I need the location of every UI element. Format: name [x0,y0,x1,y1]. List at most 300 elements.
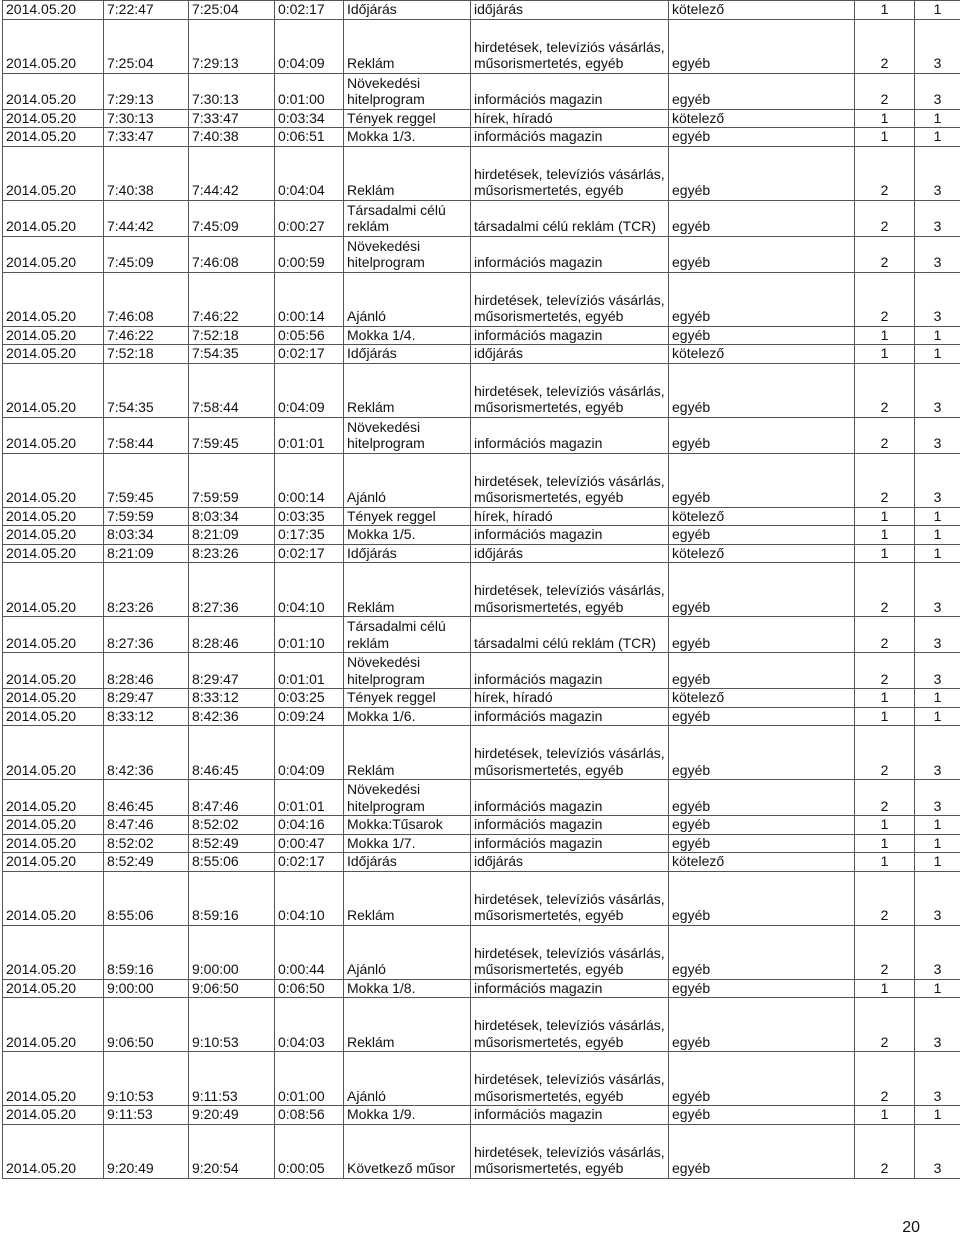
code-b-cell: 3 [915,146,960,200]
table-row [3,998,960,1052]
date-cell: 2014.05.20 [3,453,104,507]
category-cell: egyéb [669,272,855,326]
duration-cell: 0:04:09 [275,363,344,417]
table-row [3,128,960,147]
start-time-cell: 7:22:47 [104,1,189,20]
table-row [3,363,960,417]
code-b-cell: 1 [915,707,960,726]
duration-cell: 0:04:10 [275,563,344,617]
duration-cell: 0:03:34 [275,109,344,128]
end-time-cell: 8:42:36 [189,707,275,726]
table-row [3,73,960,109]
category-cell: egyéb [669,617,855,653]
code-a-cell: 1 [855,979,915,998]
category-cell: egyéb [669,1052,855,1106]
table-row [3,653,960,689]
end-time-cell: 8:52:49 [189,834,275,853]
genre-cell: hirdetések, televíziós vásárlás, műsorismertetés, egyéb [471,272,669,326]
date-cell: 2014.05.20 [3,236,104,272]
start-time-cell: 8:46:45 [104,780,189,816]
program-title-cell: Időjárás [344,1,471,20]
program-title-cell: Ajánló [344,453,471,507]
code-b-cell: 1 [915,816,960,835]
genre-cell: időjárás [471,544,669,563]
program-title-cell: Következő műsor [344,1124,471,1178]
end-time-cell: 9:06:50 [189,979,275,998]
start-time-cell: 8:23:26 [104,563,189,617]
table-row [3,707,960,726]
duration-cell: 0:01:10 [275,617,344,653]
end-time-cell: 7:46:08 [189,236,275,272]
program-title-cell: Mokka 1/6. [344,707,471,726]
code-a-cell: 1 [855,109,915,128]
table-row [3,1106,960,1125]
code-b-cell: 3 [915,19,960,73]
genre-cell: társadalmi célú reklám (TCR) [471,200,669,236]
start-time-cell: 7:45:09 [104,236,189,272]
code-b-cell: 1 [915,326,960,345]
end-time-cell: 9:00:00 [189,925,275,979]
category-cell: egyéb [669,780,855,816]
program-title-cell: Mokka:Tűsarok [344,816,471,835]
duration-cell: 0:00:14 [275,272,344,326]
program-title-cell: Ajánló [344,1052,471,1106]
date-cell: 2014.05.20 [3,617,104,653]
genre-cell: információs magazin [471,236,669,272]
genre-cell: hirdetések, televíziós vásárlás, műsorismertetés, egyéb [471,1052,669,1106]
category-cell: egyéb [669,871,855,925]
end-time-cell: 8:59:16 [189,871,275,925]
genre-cell: hirdetések, televíziós vásárlás, műsorismertetés, egyéb [471,563,669,617]
code-b-cell: 1 [915,507,960,526]
code-a-cell: 2 [855,453,915,507]
start-time-cell: 7:59:59 [104,507,189,526]
duration-cell: 0:02:17 [275,544,344,563]
code-b-cell: 1 [915,128,960,147]
end-time-cell: 7:30:13 [189,73,275,109]
start-time-cell: 7:33:47 [104,128,189,147]
duration-cell: 0:09:24 [275,707,344,726]
duration-cell: 0:04:09 [275,19,344,73]
category-cell: egyéb [669,526,855,545]
date-cell: 2014.05.20 [3,73,104,109]
duration-cell: 0:17:35 [275,526,344,545]
duration-cell: 0:00:05 [275,1124,344,1178]
date-cell: 2014.05.20 [3,1,104,20]
date-cell: 2014.05.20 [3,834,104,853]
program-title-cell: Növekedési hitelprogram [344,780,471,816]
table-row [3,200,960,236]
category-cell: egyéb [669,128,855,147]
program-title-cell: Mokka 1/7. [344,834,471,853]
code-b-cell: 1 [915,689,960,708]
duration-cell: 0:01:00 [275,1052,344,1106]
duration-cell: 0:06:50 [275,979,344,998]
code-a-cell: 2 [855,726,915,780]
date-cell: 2014.05.20 [3,1052,104,1106]
end-time-cell: 7:59:45 [189,417,275,453]
code-b-cell: 3 [915,1124,960,1178]
program-title-cell: Tények reggel [344,507,471,526]
code-a-cell: 2 [855,998,915,1052]
end-time-cell: 7:59:59 [189,453,275,507]
genre-cell: információs magazin [471,979,669,998]
duration-cell: 0:04:16 [275,816,344,835]
date-cell: 2014.05.20 [3,853,104,872]
code-b-cell: 1 [915,109,960,128]
duration-cell: 0:03:25 [275,689,344,708]
start-time-cell: 8:03:34 [104,526,189,545]
end-time-cell: 7:46:22 [189,272,275,326]
table-row [3,853,960,872]
program-title-cell: Reklám [344,726,471,780]
table-row [3,834,960,853]
genre-cell: hirdetések, televíziós vásárlás, műsorismertetés, egyéb [471,19,669,73]
program-title-cell: Reklám [344,146,471,200]
code-a-cell: 2 [855,73,915,109]
category-cell: egyéb [669,979,855,998]
page-number: 20 [902,1219,920,1237]
table-row [3,1052,960,1106]
genre-cell: hirdetések, televíziós vásárlás, műsorismertetés, egyéb [471,363,669,417]
genre-cell: hirdetések, televíziós vásárlás, műsorismertetés, egyéb [471,146,669,200]
end-time-cell: 9:10:53 [189,998,275,1052]
category-cell: kötelező [669,109,855,128]
date-cell: 2014.05.20 [3,417,104,453]
genre-cell: információs magazin [471,73,669,109]
category-cell: kötelező [669,853,855,872]
date-cell: 2014.05.20 [3,363,104,417]
code-a-cell: 1 [855,1,915,20]
code-a-cell: 2 [855,563,915,617]
code-a-cell: 2 [855,19,915,73]
date-cell: 2014.05.20 [3,1124,104,1178]
code-b-cell: 3 [915,998,960,1052]
date-cell: 2014.05.20 [3,345,104,364]
program-title-cell: Reklám [344,998,471,1052]
category-cell: egyéb [669,707,855,726]
start-time-cell: 8:47:46 [104,816,189,835]
broadcast-schedule-table [2,0,960,1179]
code-b-cell: 1 [915,853,960,872]
genre-cell: információs magazin [471,417,669,453]
code-b-cell: 1 [915,1,960,20]
date-cell: 2014.05.20 [3,689,104,708]
category-cell: egyéb [669,1106,855,1125]
category-cell: egyéb [669,146,855,200]
table-row [3,563,960,617]
end-time-cell: 8:28:46 [189,617,275,653]
date-cell: 2014.05.20 [3,200,104,236]
program-title-cell: Növekedési hitelprogram [344,73,471,109]
duration-cell: 0:08:56 [275,1106,344,1125]
code-b-cell: 3 [915,563,960,617]
program-title-cell: Növekedési hitelprogram [344,653,471,689]
duration-cell: 0:05:56 [275,326,344,345]
start-time-cell: 7:30:13 [104,109,189,128]
code-b-cell: 1 [915,345,960,364]
table-row [3,689,960,708]
duration-cell: 0:02:17 [275,345,344,364]
code-a-cell: 1 [855,345,915,364]
code-a-cell: 1 [855,689,915,708]
date-cell: 2014.05.20 [3,544,104,563]
code-b-cell: 3 [915,453,960,507]
genre-cell: információs magazin [471,526,669,545]
table-row [3,272,960,326]
code-a-cell: 2 [855,925,915,979]
code-a-cell: 2 [855,200,915,236]
end-time-cell: 8:47:46 [189,780,275,816]
duration-cell: 0:02:17 [275,853,344,872]
genre-cell: társadalmi célú reklám (TCR) [471,617,669,653]
duration-cell: 0:04:03 [275,998,344,1052]
code-a-cell: 1 [855,326,915,345]
start-time-cell: 7:40:38 [104,146,189,200]
code-a-cell: 1 [855,128,915,147]
code-b-cell: 1 [915,979,960,998]
code-b-cell: 3 [915,272,960,326]
genre-cell: hírek, híradó [471,109,669,128]
start-time-cell: 7:25:04 [104,19,189,73]
end-time-cell: 7:45:09 [189,200,275,236]
end-time-cell: 9:11:53 [189,1052,275,1106]
duration-cell: 0:00:59 [275,236,344,272]
code-a-cell: 2 [855,417,915,453]
date-cell: 2014.05.20 [3,526,104,545]
program-title-cell: Ajánló [344,925,471,979]
end-time-cell: 8:23:26 [189,544,275,563]
code-a-cell: 1 [855,707,915,726]
end-time-cell: 7:25:04 [189,1,275,20]
end-time-cell: 8:29:47 [189,653,275,689]
program-title-cell: Tények reggel [344,109,471,128]
table-row [3,544,960,563]
duration-cell: 0:01:00 [275,73,344,109]
program-title-cell: Tények reggel [344,689,471,708]
end-time-cell: 8:33:12 [189,689,275,708]
category-cell: egyéb [669,19,855,73]
program-title-cell: Időjárás [344,853,471,872]
end-time-cell: 8:52:02 [189,816,275,835]
genre-cell: hirdetések, televíziós vásárlás, műsorismertetés, egyéb [471,998,669,1052]
program-title-cell: Mokka 1/8. [344,979,471,998]
genre-cell: hirdetések, televíziós vásárlás, műsorismertetés, egyéb [471,871,669,925]
schedule-rows [3,1,960,1179]
start-time-cell: 7:46:08 [104,272,189,326]
program-title-cell: Társadalmi célú reklám [344,200,471,236]
program-title-cell: Társadalmi célú reklám [344,617,471,653]
end-time-cell: 7:44:42 [189,146,275,200]
end-time-cell: 9:20:54 [189,1124,275,1178]
date-cell: 2014.05.20 [3,19,104,73]
program-title-cell: Reklám [344,19,471,73]
code-b-cell: 3 [915,871,960,925]
duration-cell: 0:03:35 [275,507,344,526]
program-title-cell: Mokka 1/5. [344,526,471,545]
code-a-cell: 2 [855,272,915,326]
category-cell: egyéb [669,816,855,835]
program-title-cell: Időjárás [344,345,471,364]
genre-cell: információs magazin [471,326,669,345]
end-time-cell: 8:21:09 [189,526,275,545]
code-b-cell: 3 [915,617,960,653]
date-cell: 2014.05.20 [3,707,104,726]
duration-cell: 0:04:04 [275,146,344,200]
date-cell: 2014.05.20 [3,653,104,689]
date-cell: 2014.05.20 [3,816,104,835]
table-row [3,979,960,998]
start-time-cell: 8:21:09 [104,544,189,563]
program-title-cell: Időjárás [344,544,471,563]
genre-cell: hírek, híradó [471,689,669,708]
start-time-cell: 8:27:36 [104,617,189,653]
end-time-cell: 8:27:36 [189,563,275,617]
end-time-cell: 7:54:35 [189,345,275,364]
code-b-cell: 3 [915,417,960,453]
code-a-cell: 2 [855,780,915,816]
code-a-cell: 1 [855,853,915,872]
end-time-cell: 8:03:34 [189,507,275,526]
code-a-cell: 1 [855,544,915,563]
code-a-cell: 1 [855,816,915,835]
code-a-cell: 2 [855,363,915,417]
category-cell: egyéb [669,236,855,272]
code-a-cell: 2 [855,653,915,689]
category-cell: egyéb [669,563,855,617]
genre-cell: hirdetések, televíziós vásárlás, műsorismertetés, egyéb [471,726,669,780]
start-time-cell: 9:10:53 [104,1052,189,1106]
date-cell: 2014.05.20 [3,272,104,326]
code-a-cell: 1 [855,526,915,545]
table-row [3,109,960,128]
date-cell: 2014.05.20 [3,507,104,526]
code-b-cell: 3 [915,1052,960,1106]
date-cell: 2014.05.20 [3,146,104,200]
start-time-cell: 7:52:18 [104,345,189,364]
date-cell: 2014.05.20 [3,979,104,998]
start-time-cell: 8:42:36 [104,726,189,780]
end-time-cell: 8:46:45 [189,726,275,780]
start-time-cell: 9:20:49 [104,1124,189,1178]
code-b-cell: 1 [915,526,960,545]
table-row [3,925,960,979]
program-title-cell: Reklám [344,871,471,925]
start-time-cell: 7:46:22 [104,326,189,345]
end-time-cell: 9:20:49 [189,1106,275,1125]
table-row [3,816,960,835]
date-cell: 2014.05.20 [3,998,104,1052]
code-b-cell: 3 [915,363,960,417]
code-a-cell: 1 [855,507,915,526]
category-cell: egyéb [669,1124,855,1178]
code-b-cell: 3 [915,726,960,780]
date-cell: 2014.05.20 [3,925,104,979]
category-cell: egyéb [669,925,855,979]
category-cell: egyéb [669,453,855,507]
code-b-cell: 3 [915,925,960,979]
category-cell: egyéb [669,326,855,345]
table-row [3,19,960,73]
start-time-cell: 7:59:45 [104,453,189,507]
start-time-cell: 9:11:53 [104,1106,189,1125]
start-time-cell: 9:06:50 [104,998,189,1052]
category-cell: egyéb [669,417,855,453]
table-row [3,726,960,780]
genre-cell: információs magazin [471,707,669,726]
table-row [3,417,960,453]
start-time-cell: 8:33:12 [104,707,189,726]
duration-cell: 0:06:51 [275,128,344,147]
duration-cell: 0:00:14 [275,453,344,507]
program-title-cell: Mokka 1/3. [344,128,471,147]
code-b-cell: 1 [915,834,960,853]
program-title-cell: Növekedési hitelprogram [344,417,471,453]
start-time-cell: 8:55:06 [104,871,189,925]
table-row [3,780,960,816]
code-b-cell: 1 [915,544,960,563]
category-cell: egyéb [669,363,855,417]
code-a-cell: 2 [855,617,915,653]
start-time-cell: 7:54:35 [104,363,189,417]
start-time-cell: 7:58:44 [104,417,189,453]
genre-cell: információs magazin [471,128,669,147]
date-cell: 2014.05.20 [3,109,104,128]
code-a-cell: 2 [855,1052,915,1106]
program-title-cell: Növekedési hitelprogram [344,236,471,272]
genre-cell: információs magazin [471,834,669,853]
code-b-cell: 3 [915,653,960,689]
duration-cell: 0:00:27 [275,200,344,236]
date-cell: 2014.05.20 [3,726,104,780]
table-row [3,453,960,507]
category-cell: kötelező [669,544,855,563]
table-row [3,345,960,364]
genre-cell: információs magazin [471,1106,669,1125]
date-cell: 2014.05.20 [3,1106,104,1125]
duration-cell: 0:00:47 [275,834,344,853]
table-row [3,1124,960,1178]
table-row [3,526,960,545]
end-time-cell: 7:40:38 [189,128,275,147]
genre-cell: információs magazin [471,816,669,835]
genre-cell: hirdetések, televíziós vásárlás, műsorismertetés, egyéb [471,925,669,979]
end-time-cell: 7:52:18 [189,326,275,345]
category-cell: kötelező [669,507,855,526]
duration-cell: 0:01:01 [275,653,344,689]
start-time-cell: 8:52:49 [104,853,189,872]
end-time-cell: 7:58:44 [189,363,275,417]
code-b-cell: 3 [915,200,960,236]
genre-cell: hirdetések, televíziós vásárlás, műsorismertetés, egyéb [471,453,669,507]
table-row [3,507,960,526]
genre-cell: időjárás [471,1,669,20]
category-cell: egyéb [669,998,855,1052]
code-b-cell: 3 [915,236,960,272]
genre-cell: információs magazin [471,780,669,816]
program-title-cell: Mokka 1/9. [344,1106,471,1125]
genre-cell: hirdetések, televíziós vásárlás, műsorismertetés, egyéb [471,1124,669,1178]
code-a-cell: 1 [855,834,915,853]
duration-cell: 0:04:10 [275,871,344,925]
start-time-cell: 9:00:00 [104,979,189,998]
start-time-cell: 8:52:02 [104,834,189,853]
program-title-cell: Mokka 1/4. [344,326,471,345]
code-a-cell: 2 [855,1124,915,1178]
category-cell: kötelező [669,345,855,364]
category-cell: egyéb [669,834,855,853]
start-time-cell: 7:29:13 [104,73,189,109]
